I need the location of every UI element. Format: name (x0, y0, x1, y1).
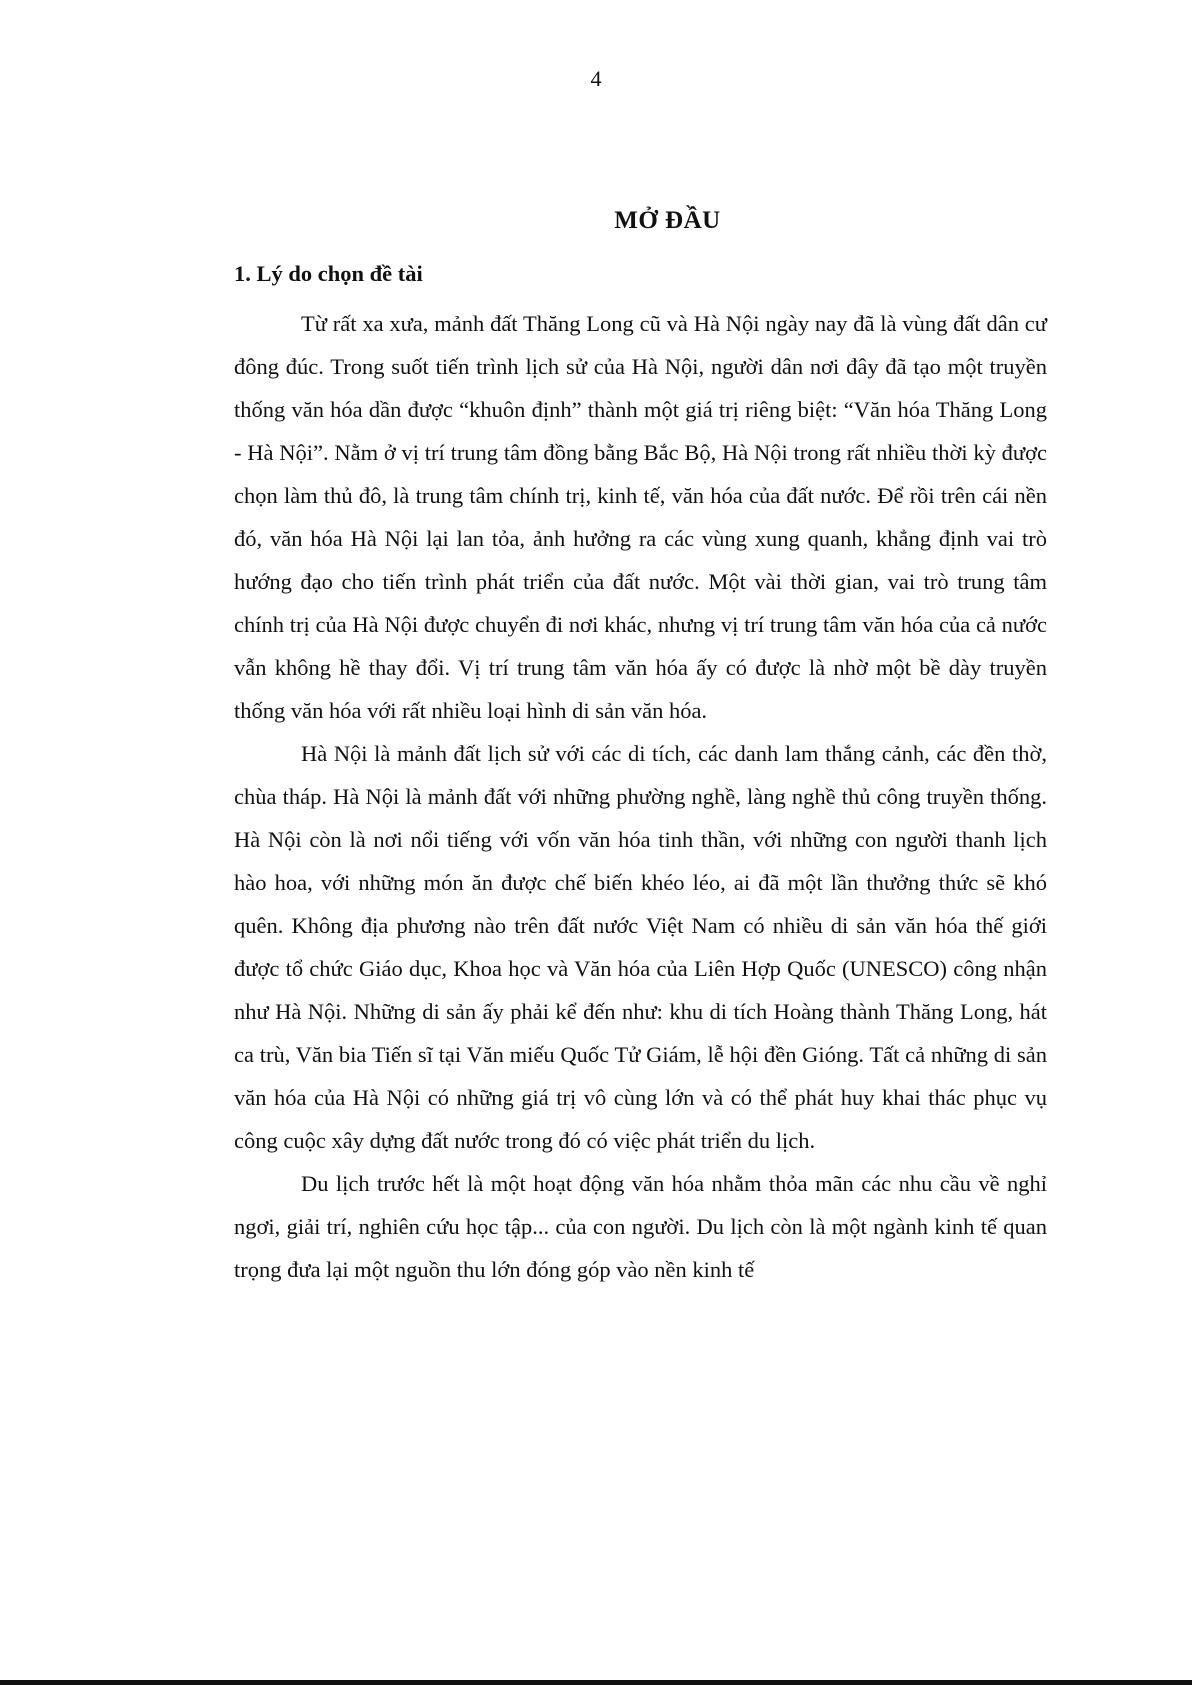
paragraph-2: Hà Nội là mảnh đất lịch sử với các di tích, các danh lam thắng cảnh, các đền thờ, chùa tháp. Hà Nội là mảnh đất với những phường nghề, làng nghề thủ công truyền thống. Hà Nội còn là nơi nổi tiếng với vốn văn hóa tinh thần, với những con người thanh lịch hào hoa, với những món ăn được chế biến khéo léo, ai đã một lần thưởng thức sẽ khó quên. Không địa phương nào trên đất nước Việt Nam có nhiều di sản văn hóa thế giới được tổ chức Giáo dục, Khoa học và Văn hóa của Liên Hợp Quốc (UNESCO) công nhận như Hà Nội. Những di sản ấy phải kể đến như: khu di tích Hoàng thành Thăng Long, hát ca trù, Văn bia Tiến sĩ tại Văn miếu Quốc Tử Giám, lễ hội đền Gióng. Tất cả những di sản văn hóa của Hà Nội có những giá trị vô cùng lớn và có thể phát huy khai thác phục vụ công cuộc xây dựng đất nước trong đó có việc phát triển du lịch. (234, 741, 1047, 1153)
body-text (234, 302, 1047, 1291)
page-number: 4 (590, 66, 602, 91)
section-heading: 1. Lý do chọn đề tài (234, 261, 423, 286)
bottom-edge-rule (0, 1680, 1192, 1685)
paragraph-3: Du lịch trước hết là một hoạt động văn hóa nhằm thỏa mãn các nhu cầu về nghỉ ngơi, giải trí, nghiên cứu học tập... của con người. Du lịch còn là một ngành kinh tế quan trọng đưa lại một nguồn thu lớn đóng góp vào nền kinh tế (234, 1171, 1047, 1282)
paragraph-1: Từ rất xa xưa, mảnh đất Thăng Long cũ và Hà Nội ngày nay đã là vùng đất dân cư đông đúc. Trong suốt tiến trình lịch sử của Hà Nội, người dân nơi đây đã tạo một truyền thống văn hóa dần được “khuôn định” thành một giá trị riêng biệt: “Văn hóa Thăng Long - Hà Nội”. Nằm ở vị trí trung tâm đồng bằng Bắc Bộ, Hà Nội trong rất nhiều thời kỳ được chọn làm thủ đô, là trung tâm chính trị, kinh tế, văn hóa của đất nước. Để rồi trên cái nền đó, văn hóa Hà Nội lại lan tỏa, ảnh hưởng ra các vùng xung quanh, khẳng định vai trò hướng đạo cho tiến trình phát triển của đất nước. Một vài thời gian, vai trò trung tâm chính trị của Hà Nội được chuyển đi nơi khác, nhưng vị trí trung tâm văn hóa của cả nước vẫn không hề thay đổi. Vị trí trung tâm văn hóa ấy có được là nhờ một bề dày truyền thống văn hóa với rất nhiều loại hình di sản văn hóa. (234, 311, 1047, 723)
chapter-title: MỞ ĐẦU (614, 207, 721, 234)
